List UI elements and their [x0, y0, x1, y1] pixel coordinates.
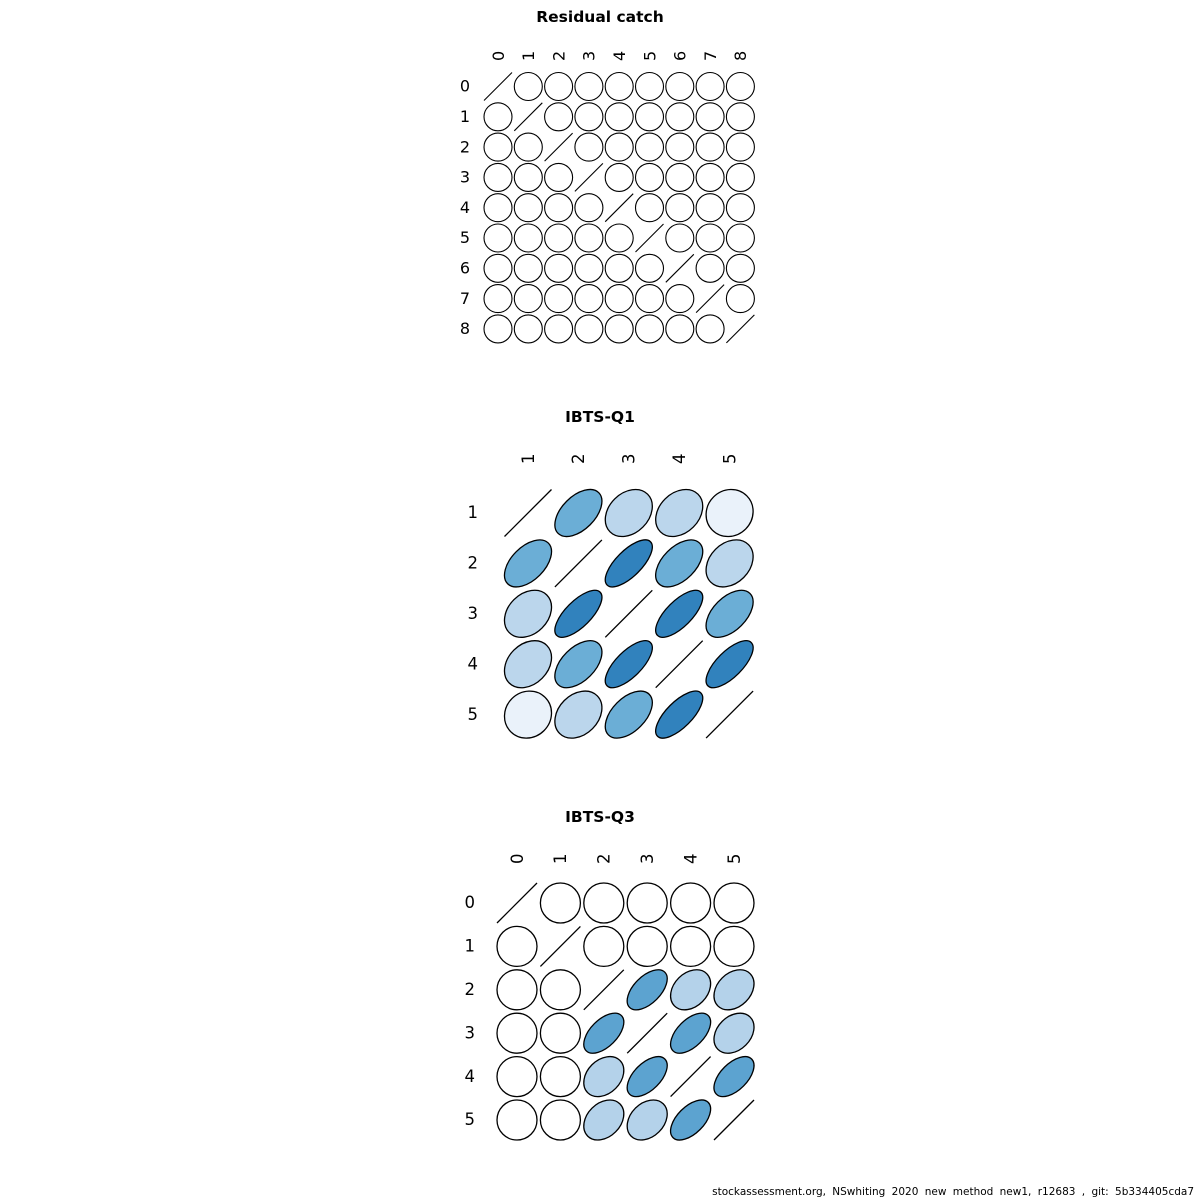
correlation-ellipse	[548, 583, 610, 645]
correlation-ellipse	[599, 218, 639, 258]
correlation-ellipse	[630, 188, 670, 228]
correlation-ellipse	[697, 582, 761, 646]
correlation-ellipse	[478, 97, 518, 137]
correlation-ellipse	[569, 127, 609, 167]
diagonal-unit-correlation-line	[555, 540, 602, 587]
row-label: 5	[459, 228, 470, 248]
correlation-ellipse	[489, 918, 546, 975]
diagonal-unit-correlation-line	[605, 590, 652, 637]
col-label: 1	[551, 853, 571, 864]
correlation-ellipse	[599, 279, 639, 319]
row-label: 0	[464, 893, 475, 913]
correlation-ellipse	[532, 1048, 589, 1105]
correlation-ellipse	[596, 480, 662, 546]
correlation-ellipse	[630, 279, 670, 319]
correlation-ellipse	[598, 533, 660, 595]
correlation-ellipse	[630, 127, 670, 167]
correlation-matrix-residual-catch	[420, 28, 790, 360]
correlation-ellipse	[647, 531, 711, 595]
row-label: 3	[459, 167, 470, 187]
correlation-ellipse	[663, 962, 719, 1018]
col-label: 1	[519, 50, 539, 61]
col-label: 2	[569, 453, 589, 464]
correlation-ellipse	[619, 1092, 675, 1148]
correlation-ellipse	[690, 249, 730, 289]
correlation-ellipse	[539, 97, 579, 137]
diagonal-unit-correlation-line	[497, 883, 537, 923]
correlation-ellipse	[539, 218, 579, 258]
correlation-ellipse	[630, 67, 670, 107]
correlation-ellipse	[569, 249, 609, 289]
correlation-ellipse	[478, 188, 518, 228]
correlation-ellipse	[620, 963, 674, 1017]
col-label: 7	[700, 50, 720, 61]
correlation-ellipse	[630, 309, 670, 349]
correlation-ellipse	[569, 218, 609, 258]
correlation-ellipse	[489, 1092, 546, 1149]
row-label: 4	[459, 197, 470, 217]
correlation-ellipse	[630, 158, 670, 198]
correlation-ellipse	[630, 97, 670, 137]
correlation-ellipse	[662, 918, 719, 975]
correlation-ellipse	[721, 127, 761, 167]
correlation-ellipse	[539, 249, 579, 289]
correlation-ellipse	[690, 127, 730, 167]
correlation-ellipse	[706, 918, 763, 975]
row-label: 2	[467, 553, 478, 573]
plot-title-ibts-q1: IBTS-Q1	[565, 408, 635, 426]
correlation-ellipse	[660, 279, 700, 319]
correlation-ellipse	[721, 97, 761, 137]
correlation-ellipse	[569, 67, 609, 107]
diagonal-unit-correlation-line	[714, 1100, 754, 1140]
correlation-ellipse	[546, 481, 610, 545]
correlation-ellipse	[576, 1092, 632, 1148]
correlation-ellipse	[496, 531, 560, 595]
correlation-ellipse	[495, 681, 561, 747]
diagonal-unit-correlation-line	[545, 133, 573, 161]
correlation-ellipse	[509, 218, 549, 258]
correlation-ellipse	[509, 158, 549, 198]
diagonal-unit-correlation-line	[484, 73, 512, 101]
correlation-ellipse	[706, 1005, 762, 1061]
row-label: 2	[459, 137, 470, 157]
diagonal-unit-correlation-line	[514, 103, 542, 131]
correlation-matrix-ibts-q3	[420, 832, 790, 1152]
correlation-ellipse	[569, 279, 609, 319]
col-label: 6	[670, 50, 690, 61]
correlation-ellipse	[539, 67, 579, 107]
correlation-ellipse	[489, 962, 546, 1019]
diagonal-unit-correlation-line	[706, 691, 753, 738]
col-label: 0	[488, 50, 508, 61]
correlation-ellipse	[532, 1005, 589, 1062]
correlation-ellipse	[577, 1006, 631, 1060]
correlation-ellipse	[696, 480, 762, 546]
diagonal-unit-correlation-line	[656, 641, 703, 688]
row-label: 3	[467, 604, 478, 623]
correlation-ellipse	[619, 918, 676, 975]
correlation-ellipse	[546, 632, 610, 696]
col-label: 0	[507, 853, 527, 864]
correlation-ellipse	[478, 218, 518, 258]
correlation-ellipse	[690, 97, 730, 137]
correlation-ellipse	[478, 127, 518, 167]
row-label: 6	[459, 258, 470, 278]
row-label: 1	[467, 503, 478, 523]
correlation-ellipse	[489, 1005, 546, 1062]
correlation-ellipse	[599, 249, 639, 289]
correlation-ellipse	[690, 218, 730, 258]
col-label: 4	[681, 853, 701, 864]
correlation-ellipse	[706, 875, 763, 932]
correlation-ellipse	[576, 918, 633, 975]
correlation-ellipse	[619, 875, 676, 932]
correlation-ellipse	[664, 1006, 718, 1060]
correlation-ellipse	[539, 309, 579, 349]
correlation-ellipse	[660, 309, 700, 349]
diagonal-unit-correlation-line	[696, 285, 724, 313]
correlation-ellipse	[599, 309, 639, 349]
correlation-ellipse	[690, 188, 730, 228]
correlation-ellipse	[721, 158, 761, 198]
correlation-ellipse	[690, 67, 730, 107]
correlation-ellipse	[706, 962, 762, 1018]
correlation-ellipse	[576, 875, 633, 932]
correlation-ellipse	[509, 127, 549, 167]
diagonal-unit-correlation-line	[671, 1057, 711, 1097]
correlation-ellipse	[509, 188, 549, 228]
col-label: 3	[619, 453, 639, 464]
correlation-ellipse	[495, 631, 561, 697]
correlation-ellipse	[478, 249, 518, 289]
correlation-ellipse	[707, 1050, 761, 1104]
col-label: 4	[670, 453, 689, 464]
correlation-ellipse	[509, 249, 549, 289]
correlation-ellipse	[662, 875, 719, 932]
correlation-ellipse	[509, 309, 549, 349]
correlation-ellipse	[539, 188, 579, 228]
correlation-ellipse	[648, 684, 710, 746]
correlation-ellipse	[697, 531, 763, 597]
diagonal-unit-correlation-line	[584, 970, 624, 1010]
col-label: 3	[579, 50, 599, 61]
correlation-matrix-ibts-q1	[420, 430, 790, 750]
correlation-ellipse	[599, 67, 639, 107]
correlation-ellipse	[489, 1048, 546, 1105]
plot-title-ibts-q3: IBTS-Q3	[565, 808, 635, 826]
diagonal-unit-correlation-line	[726, 315, 754, 343]
correlation-ellipse	[478, 309, 518, 349]
row-label: 2	[464, 980, 475, 999]
col-label: 2	[549, 50, 569, 61]
diagonal-unit-correlation-line	[666, 254, 694, 282]
correlation-ellipse	[690, 158, 730, 198]
correlation-ellipse	[721, 249, 761, 289]
correlation-ellipse	[620, 1050, 674, 1104]
correlation-ellipse	[539, 158, 579, 198]
correlation-ellipse	[599, 127, 639, 167]
diagonal-unit-correlation-line	[605, 194, 633, 222]
correlation-ellipse	[660, 158, 700, 198]
correlation-ellipse	[699, 633, 761, 695]
col-label: 5	[724, 853, 744, 864]
correlation-ellipse	[509, 67, 549, 107]
col-label: 8	[731, 50, 751, 61]
correlation-ellipse	[721, 279, 761, 319]
row-label: 1	[464, 936, 475, 956]
correlation-ellipse	[648, 583, 710, 645]
correlation-ellipse	[598, 633, 660, 695]
correlation-ellipse	[478, 158, 518, 198]
correlation-ellipse	[660, 97, 700, 137]
correlation-ellipse	[546, 682, 612, 748]
diagonal-unit-correlation-line	[575, 163, 603, 191]
col-label: 1	[518, 453, 538, 464]
correlation-ellipse	[690, 309, 730, 349]
correlation-ellipse	[646, 480, 712, 546]
correlation-ellipse	[569, 188, 609, 228]
correlation-ellipse	[721, 218, 761, 258]
correlation-ellipse	[599, 97, 639, 137]
col-label: 5	[640, 50, 660, 61]
col-label: 4	[610, 50, 629, 61]
row-label: 5	[467, 704, 478, 724]
correlation-ellipse	[721, 188, 761, 228]
correlation-ellipse	[597, 682, 661, 746]
correlation-ellipse	[532, 962, 589, 1019]
row-label: 0	[459, 76, 470, 96]
row-label: 1	[459, 107, 470, 126]
row-label: 3	[464, 1023, 475, 1043]
correlation-ellipse	[576, 1049, 632, 1105]
correlation-ellipse	[495, 581, 561, 647]
diagonal-unit-correlation-line	[505, 490, 552, 537]
col-label: 3	[638, 853, 657, 864]
correlation-ellipse	[532, 875, 589, 932]
correlation-ellipse	[509, 279, 549, 319]
row-label: 4	[467, 654, 478, 674]
row-label: 5	[464, 1110, 475, 1130]
correlation-ellipse	[660, 218, 700, 258]
correlation-ellipse	[721, 67, 761, 107]
row-label: 7	[459, 288, 470, 308]
row-label: 4	[464, 1066, 475, 1086]
correlation-ellipse	[569, 309, 609, 349]
col-label: 2	[594, 853, 614, 864]
correlation-ellipse	[478, 279, 518, 319]
col-label: 5	[720, 453, 740, 464]
correlation-ellipse	[539, 279, 579, 319]
correlation-ellipse	[532, 1092, 589, 1149]
correlation-ellipse	[660, 188, 700, 228]
footer-attribution: stockassessment.org, NSwhiting 2020 new method new1, r12683 , git: 5b334405cda7	[712, 1186, 1194, 1198]
diagonal-unit-correlation-line	[540, 926, 580, 966]
plot-title-residual-catch: Residual catch	[536, 8, 664, 26]
correlation-ellipse	[599, 158, 639, 198]
correlation-ellipse	[630, 249, 670, 289]
correlation-ellipse	[660, 127, 700, 167]
correlation-ellipse	[660, 67, 700, 107]
correlation-ellipse	[664, 1093, 718, 1147]
correlation-ellipse	[569, 97, 609, 137]
diagonal-unit-correlation-line	[636, 224, 664, 252]
diagonal-unit-correlation-line	[627, 1013, 667, 1053]
row-label: 8	[459, 319, 470, 339]
